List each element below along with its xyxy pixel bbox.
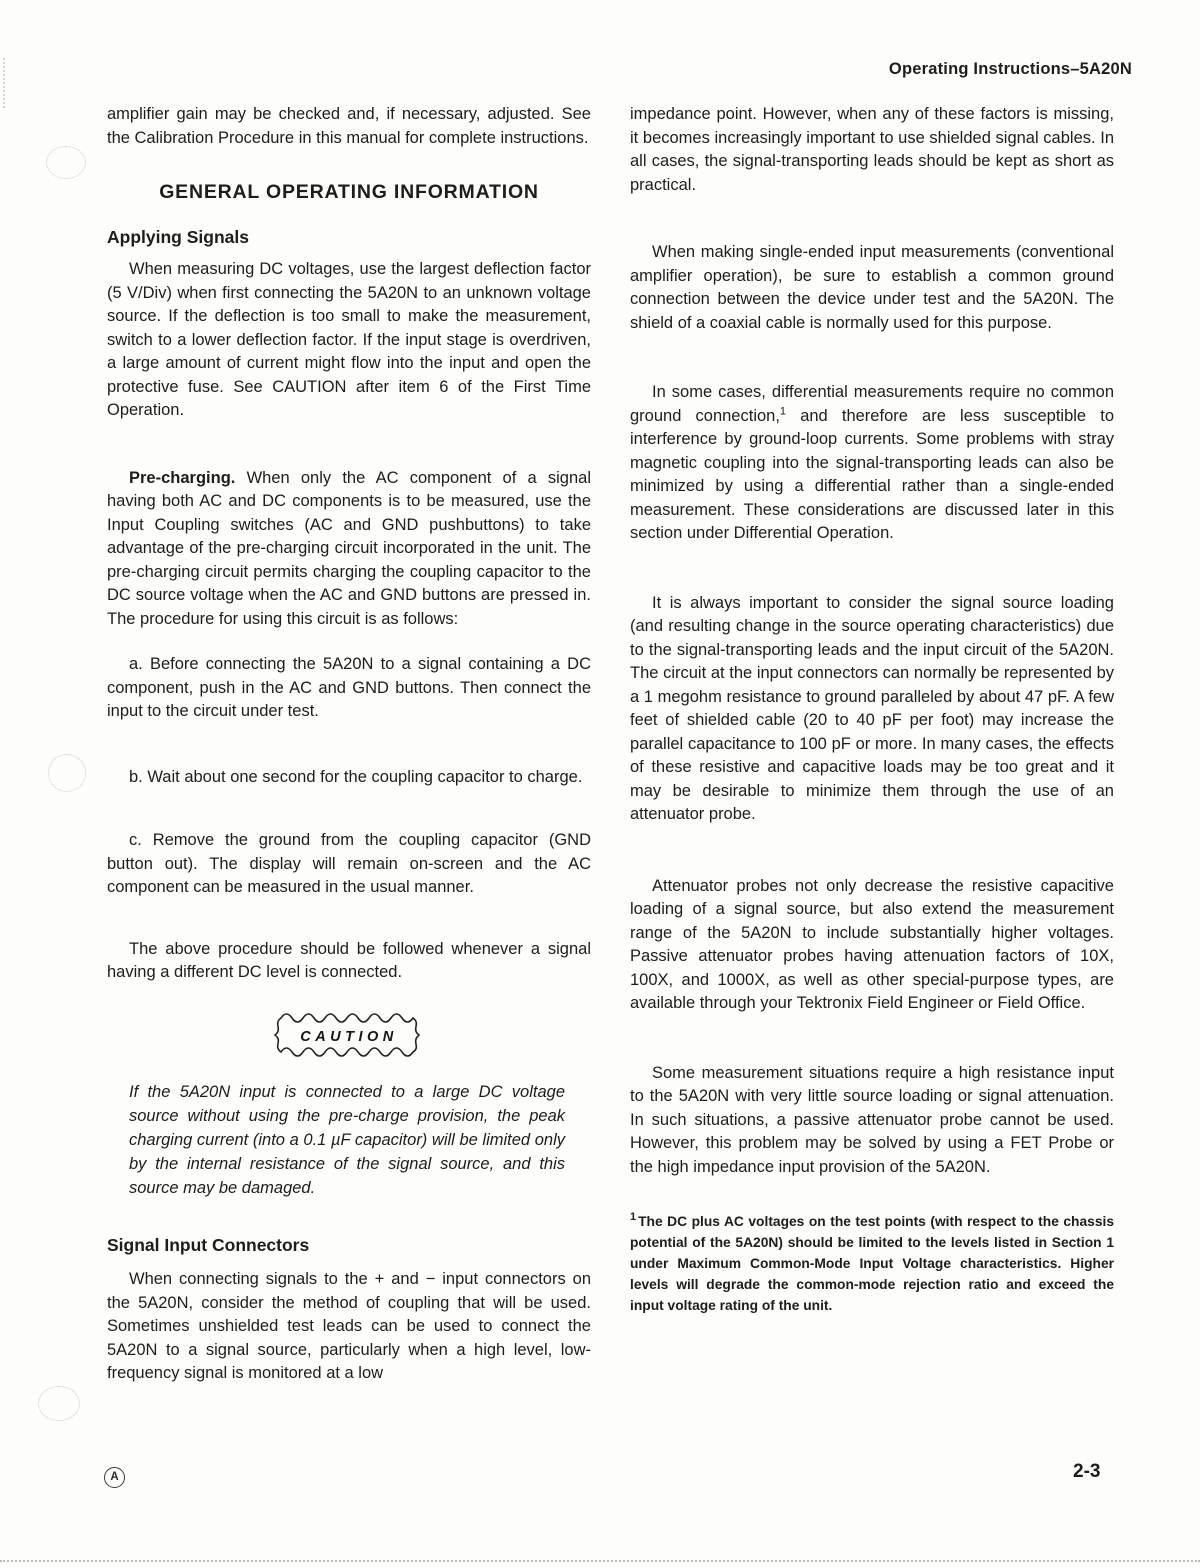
paragraph-continued: amplifier gain may be checked and, if necessary, adjusted. See the Calibration Procedure in this manual for complete instructions.: [107, 105, 591, 147]
right-column: [630, 103, 1114, 1316]
footnote: [630, 1211, 1114, 1316]
paragraph-impedance: impedance point. However, when any of these factors is missing, it becomes increasingly important to use shielded signal cables. In all cases, the signal-transporting leads should be kept as short as practical.: [630, 105, 1114, 194]
page-number: 2-3: [1073, 1461, 1101, 1482]
caution-label: CAUTION: [300, 1028, 398, 1045]
punch-hole: [38, 1386, 80, 1421]
paragraph-measuring-dc: When measuring DC voltages, use the largest deflection factor (5 V/Div) when first connecting the 5A20N to an unknown voltage source. If the deflection is too small to make the measurement, switch to a lower deflection factor. If the input stage is overdriven, a large amount of current might flow into the input and open the protective fuse. See CAUTION after item 6 of the First Time Operation.: [107, 260, 591, 419]
caution-wavy-border: [265, 1005, 433, 1065]
list-item-c: c. Remove the ground from the coupling capacitor (GND button out). The display will remain on-screen and the AC component can be measured in the usual manner.: [107, 831, 591, 896]
paragraph-connecting-signals: When connecting signals to the + and − input connectors on the 5A20N, consider the method of coupling that will be used. Sometimes unshielded test leads can be used to connect the 5A20N to a signal source, particularly when a high level, low-frequency signal is monitored at a low: [107, 1270, 591, 1382]
registration-mark: A: [104, 1467, 125, 1488]
paragraph-above-procedure: The above procedure should be followed whenever a signal having a different DC level is connected.: [107, 939, 591, 981]
section-heading: GENERAL OPERATING INFORMATION: [159, 181, 539, 203]
precharging-text: When only the AC component of a signal having both AC and DC components is to be measured, use the Input Coupling switches (AC and GND pushbuttons) to take advantage of the pre-charging circuit incorporated in the unit. The pre-charging circuit permits charging the coupling capacitor to the DC source voltage when the AC and GND buttons are pressed in. The procedure for using this circuit is as follows:: [107, 468, 591, 628]
scan-bottom-edge-artifact: [0, 1560, 1200, 1562]
punch-hole: [48, 754, 86, 792]
left-column: [107, 103, 591, 1386]
differential-text-before: In some cases, differential measurements require no common ground connection,: [630, 383, 1114, 425]
heading-applying-signals: Applying Signals: [107, 227, 249, 247]
list-item-b: b. Wait about one second for the coupling capacitor to charge.: [129, 767, 583, 786]
punch-hole: [46, 146, 86, 179]
paragraph-precharging: [107, 467, 591, 632]
footnote-reference: 1: [779, 405, 787, 417]
differential-text-after: and therefore are less susceptible to interference by ground-loop currents. Some problems with stray magnetic coupling into the signal-transporting leads can also be minimized by using a differential rather than a single-ended measurement. These considerations are discussed later in this section under Differential Operation.: [630, 406, 1114, 542]
paragraph-source-loading: It is always important to consider the signal source loading (and resulting change in the source operating characteristics) due to the signal-transporting leads and the input circuit of the 5A20N. The circuit at the input connectors can normally be represented by a 1 megohm resistance to ground paralleled by about 47 pF. A few feet of shielded cable (20 to 40 pF per foot) may increase the parallel capacitance to 100 pF or more. In many cases, the effects of these resistive and capacitive loads may be too great and it may be desirable to minimize them through the use of an attenuator probe.: [630, 593, 1114, 823]
paragraph-fet-probe: Some measurement situations require a high resistance input to the 5A20N with very little source loading or signal attenuation. In such situations, a passive attenuator probe cannot be used. However, this problem may be solved by using a FET Probe or the high impedance input provision of the 5A20N.: [630, 1063, 1114, 1176]
paragraph-attenuator-probes: Attenuator probes not only decrease the resistive capacitive loading of a signal source, but also extend the measurement range of the 5A20N to include substantially higher voltages. Passive attenuator probes having attenuation factors of 10X, 100X, and 1000X, as well as other special-purpose types, are available through your Tektronix Field Engineer or Field Office.: [630, 876, 1114, 1012]
footnote-number: 1: [630, 1211, 637, 1224]
scan-edge-artifact: [3, 58, 8, 108]
heading-signal-input-connectors: Signal Input Connectors: [107, 1235, 310, 1255]
caution-box: [107, 1005, 591, 1073]
paragraph-single-ended: When making single-ended input measurements (conventional amplifier operation), be sure to establish a common ground connection between the device under test and the 5A20N. The shield of a coaxial cable is normally used for this purpose.: [630, 243, 1114, 332]
paragraph-differential: [630, 381, 1114, 546]
list-item-a: a. Before connecting the 5A20N to a signal containing a DC component, push in the AC and GND buttons. Then connect the input to the circuit under test.: [107, 655, 591, 720]
caution-text: If the 5A20N input is connected to a large DC voltage source without using the pre-charge provision, the peak charging current (into a 0.1 µF capacitor) will be limited only by the internal resistance of the signal source, and this source may be damaged.: [129, 1083, 565, 1197]
footnote-text: The DC plus AC voltages on the test points (with respect to the chassis potential of the 5A20N) should be limited to the levels listed in Section 1 under Maximum Common-Mode Input Voltage characteristics. Higher levels will degrade the common-mode rejection ratio and exceed the input voltage rating of the unit.: [630, 1214, 1114, 1313]
precharging-lead: Pre-charging.: [129, 468, 236, 487]
page-header: Operating Instructions–5A20N: [888, 60, 1132, 78]
